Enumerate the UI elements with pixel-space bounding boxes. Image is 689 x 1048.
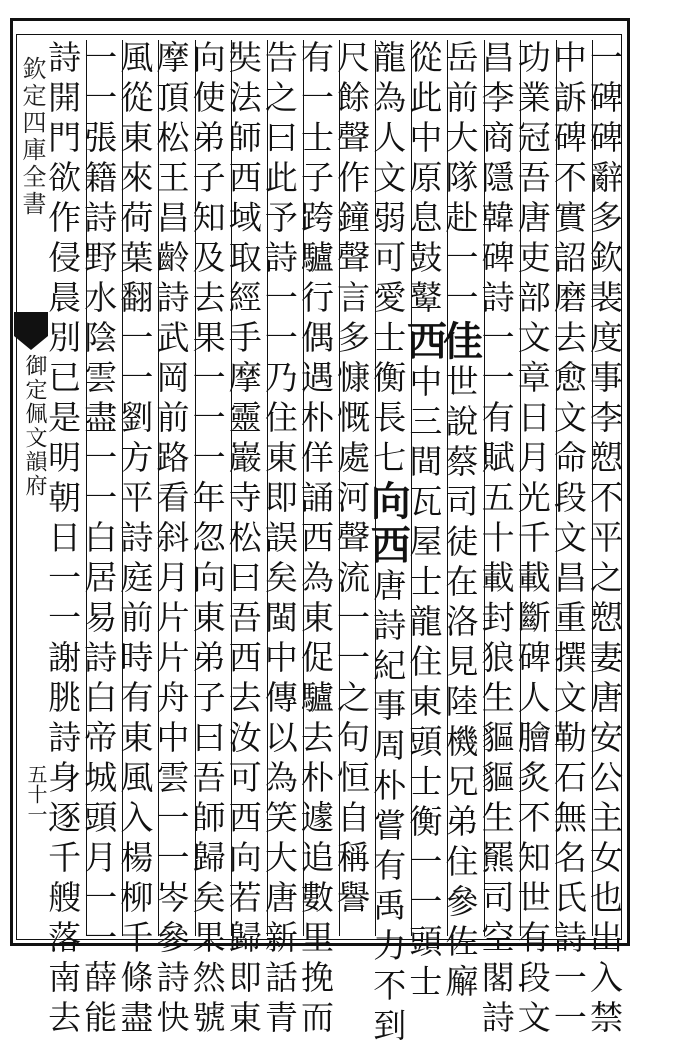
text-run: 告之曰此予詩一一乃住東即誤矣閩中傳以為笑大唐新話青 (259, 40, 299, 1040)
text-run: 處河聲流一一之句恒自稱譽 (332, 440, 372, 920)
text-run: 世說蔡司徒在洛見陸機兄弟住參佐廨 (440, 364, 480, 1004)
text-column (151, 40, 194, 1040)
headword: 西 (400, 320, 448, 364)
text-run: 風從東來荷葉翻一一劉方平詩庭前時有東風入楊柳千條盡 (115, 40, 155, 1040)
text-run: 向使弟子知及去果一一一年忽向東弟子曰吾師歸矣果然號 (187, 40, 227, 1040)
text-column (259, 40, 303, 1040)
text-column (79, 40, 122, 1040)
text-run: 摩頂松王昌齡詩武岡前路看斜月片片舟中雲一一岑參詩快 (151, 40, 191, 1040)
text-column (332, 40, 375, 936)
text-column (585, 40, 628, 1040)
text-run: 中三間瓦屋士龍住東頭士衡一一頭士 (404, 364, 444, 1004)
headword: 向西 (364, 480, 412, 568)
text-run: 一碑碑辭多欽裴度事李愬不平之愬妻唐安公主女也出入禁 (585, 40, 624, 1040)
text-run: 奘法師西域取經手摩靈巖寺松曰吾西去汝可西向若歸即東 (223, 40, 263, 1040)
text-column (115, 40, 158, 1040)
headword: 佳 (436, 320, 484, 364)
text-column (476, 40, 520, 1040)
text-column (400, 40, 448, 1004)
text-run: 從此中原息鼓鼙 (404, 40, 444, 320)
text-run: 有一士子跨驢行偶遇朴佯誦西為東促驢去朴遽追數里挽而 (296, 40, 335, 1040)
text-column (364, 40, 412, 1048)
text-run: 龍為人文弱可愛士衡長七 (368, 40, 408, 480)
text-run: 一一張籍詩野水陰雲盡一一白居易詩白帝城頭月一一薛能 (79, 40, 119, 1040)
text-column (187, 40, 231, 1040)
text-columns (43, 40, 628, 1048)
book-title: 御定佩文韻府 (22, 354, 47, 498)
text-run: 尺餘聲作鐘聲言多慷慨 (332, 40, 372, 440)
text-run: 岳前大隊赴一一 (440, 40, 480, 320)
text-run: 功業冠吾唐吏部文章日月光千載斷碑人膾炙不知世有段文 (512, 40, 552, 1040)
text-run: 唐詩紀事周朴嘗有禹力不到 (368, 568, 408, 1048)
text-run: 中訴碑不實詔磨去愈文命段文昌重撰文勒石無名氏詩一一 (548, 40, 588, 1040)
text-column (43, 40, 86, 1040)
series-title: 欽定四庫全書 (18, 56, 46, 218)
text-run: 詩開門欲作侵晨別已是明朝日一一謝朓詩身逐千艘落南去 (43, 40, 83, 1040)
text-column (223, 40, 267, 1040)
text-run: 昌李商隱韓碑詩一一有賦五十載封狼生貙貙生羆司空閣詩 (476, 40, 516, 1040)
text-column (548, 40, 592, 1040)
text-column (296, 40, 339, 1040)
text-column (512, 40, 556, 1040)
page-number: 五十一 (24, 764, 48, 824)
text-column (436, 40, 484, 1004)
